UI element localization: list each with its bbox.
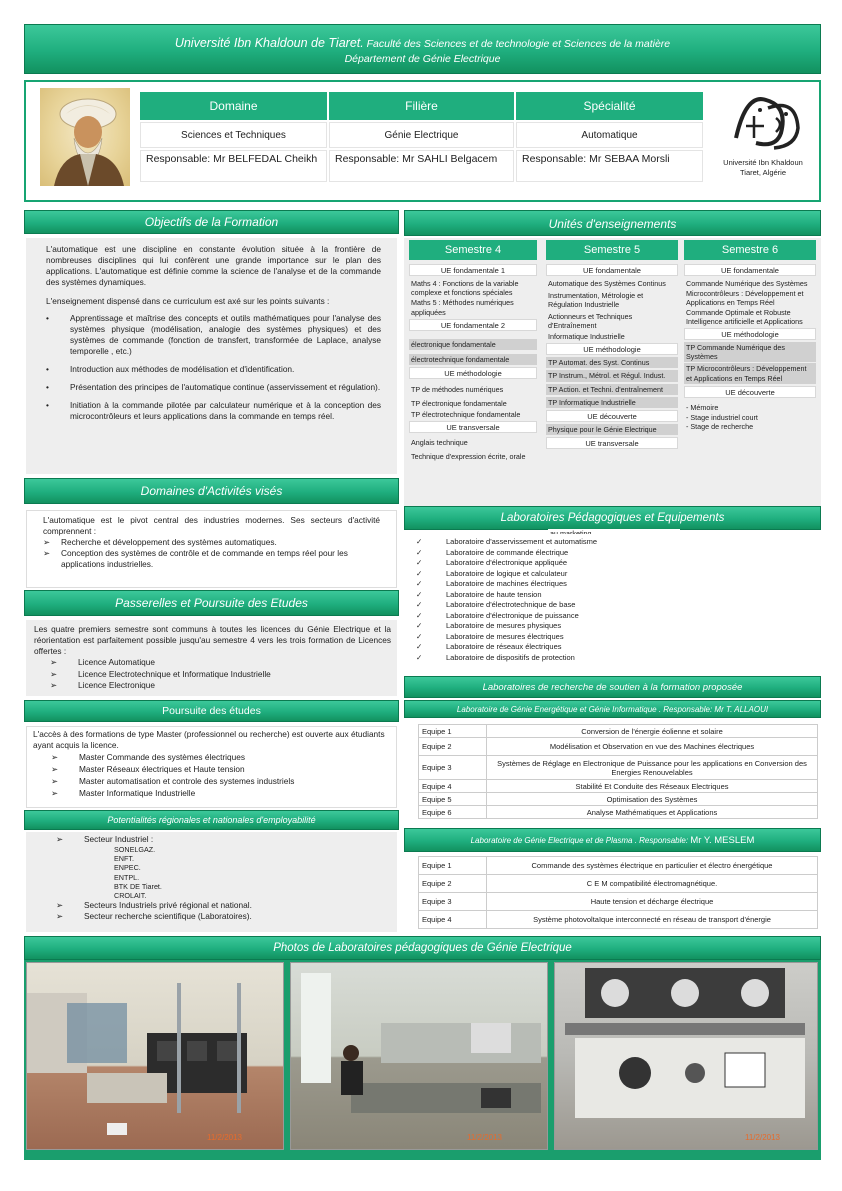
labo-item: ✓ Laboratoire de logique et calculateur bbox=[416, 568, 568, 578]
header-filiere: Filière bbox=[329, 92, 514, 120]
check-icon: ✓ bbox=[416, 652, 423, 662]
course: Physique pour le Génie Electrique bbox=[546, 424, 678, 435]
check-icon: ✓ bbox=[416, 558, 423, 567]
university-logo bbox=[726, 88, 806, 154]
passerelles-intro: Les quatre premiers semestre sont communs à toutes les licences du Génie Electrique et la réorientation est parfaitement possible jusqu'au semestre 4 vers les trois formation de Licences offertes : bbox=[34, 624, 391, 656]
course: Technique d'expression écrite, orale bbox=[411, 452, 526, 462]
ue-label: UE transversale bbox=[409, 421, 537, 433]
lab-photo-1 bbox=[26, 962, 284, 1150]
lab2-name: Laboratoire de Génie Electrique et de Plasma . Responsable: bbox=[470, 836, 689, 845]
ue-label: UE fondamentale 1 bbox=[409, 264, 537, 276]
entreprise-item: ENFT. bbox=[114, 854, 134, 864]
check-icon: ✓ bbox=[416, 621, 423, 630]
info-table bbox=[140, 92, 705, 182]
course: Anglais technique bbox=[411, 437, 468, 447]
semestre-4 bbox=[409, 240, 537, 506]
course: électrotechnique fondamentale bbox=[409, 354, 537, 365]
logo-caption: Université Ibn Khaldoun Tiaret, Algérie bbox=[723, 158, 803, 177]
course: Maths 5 : Méthodes numériques appliquées bbox=[411, 298, 514, 317]
passerelles-title: Passerelles et Poursuite des Etudes bbox=[24, 590, 399, 616]
responsable-specialite: Responsable: Mr SEBAA Morsli bbox=[516, 150, 703, 182]
poursuite-panel bbox=[26, 726, 397, 808]
lab-photo-3 bbox=[554, 962, 818, 1150]
course: TP électronique fondamentale bbox=[411, 399, 507, 409]
header-domaine: Domaine bbox=[140, 92, 327, 120]
value-filiere: Génie Electrique bbox=[329, 122, 514, 148]
semestre-6 bbox=[684, 240, 816, 506]
table-row: Equipe 2 C E M compatibilité électromagnétique. bbox=[419, 875, 818, 893]
potentialites-panel bbox=[26, 832, 397, 932]
entreprise-item: BTK DE Tiaret. bbox=[114, 881, 162, 891]
objectif-item: • Initiation à la commande pilotée par calculateur numérique et à la conception des microcontrôleurs et leurs applications dans la commande en temps réel. bbox=[46, 400, 381, 421]
check-icon: ✓ bbox=[416, 579, 423, 588]
course: TP Informatique Industrielle bbox=[546, 397, 678, 408]
ue-label: UE découverte bbox=[684, 386, 816, 398]
ue-label: UE méthodologie bbox=[684, 328, 816, 340]
course: TP Action. et Techni. d'entraînement bbox=[546, 384, 678, 395]
course: Automatique des Systèmes Continus bbox=[548, 279, 666, 288]
ibn-khaldoun-portrait bbox=[40, 88, 130, 186]
objectif-item: • Présentation des principes de l'automatique continue (asservissement et régulation). bbox=[46, 382, 381, 392]
semestre-5 bbox=[546, 240, 678, 506]
course: TP Microcontrôleurs : Développement et Applications en Temps Réel bbox=[684, 363, 816, 383]
labo-item: ✓ Laboratoire de commande électrique bbox=[416, 547, 569, 557]
photo-date: 11/2/2013 bbox=[467, 1133, 502, 1142]
entreprise-item: SONELGAZ. bbox=[114, 845, 156, 854]
poursuite-intro: L'accès à des formations de type Master (professionnel ou recherche) est ouverte aux étudiants ayant acquis la licence. bbox=[33, 729, 385, 750]
semestre-6-title: Semestre 6 bbox=[684, 240, 816, 260]
poursuite-item: ➢ Master Informatique Industrielle bbox=[51, 788, 196, 798]
lab2-equipes bbox=[418, 856, 818, 929]
labo-item: ✓ Laboratoire de réseaux électriques bbox=[416, 642, 562, 651]
check-icon: ✓ bbox=[416, 610, 423, 620]
lab2-responsable: Mr Y. MESLEM bbox=[690, 835, 755, 846]
course: - Stage de recherche bbox=[686, 422, 754, 432]
unites-title: Unités d'enseignements bbox=[404, 210, 821, 236]
table-row: Equipe 3 Haute tension et décharge électrique bbox=[419, 893, 818, 911]
check-icon: ✓ bbox=[416, 547, 423, 557]
ue-label: UE fondamentale bbox=[546, 264, 678, 276]
responsable-domaine: Responsable: Mr BELFEDAL Cheikh bbox=[140, 150, 327, 182]
table-row: Equipe 2 Modélisation et Observation en vue des Machines électriques bbox=[419, 738, 818, 756]
labo-item: ✓ Laboratoire de dispositifs de protection bbox=[416, 652, 575, 662]
check-icon: ✓ bbox=[416, 568, 423, 578]
entreprise-item: CROLAIT. bbox=[114, 891, 147, 901]
labo-item: ✓ Laboratoire d'électrotechnique de base bbox=[416, 600, 576, 609]
check-icon: ✓ bbox=[416, 589, 423, 599]
labos-recherche-title: Laboratoires de recherche de soutien à la formation proposée bbox=[404, 676, 821, 698]
department-name: Département de Génie Electrique bbox=[344, 53, 501, 65]
passerelles-item: ➢ Licence Automatique bbox=[50, 657, 156, 667]
labos-peda-title: Laboratoires Pédagogiques et Equipements bbox=[404, 506, 821, 530]
labo-item: ✓ Laboratoire de mesures physiques bbox=[416, 621, 562, 630]
check-icon: ✓ bbox=[416, 631, 423, 641]
course: Intelligence artificielle et Applications bbox=[686, 316, 803, 326]
course: - Stage industriel court bbox=[686, 413, 758, 423]
course: TP électrotechnique fondamentale bbox=[411, 409, 521, 419]
labo-item: ✓ Laboratoire de haute tension bbox=[416, 589, 542, 599]
poursuite-item: ➢ Master Réseaux électriques et Haute tension bbox=[51, 764, 245, 774]
lab1-title: Laboratoire de Génie Energétique et Génie Informatique . Responsable: Mr T. ALLAOUI bbox=[404, 700, 821, 718]
ue-label: UE méthodologie bbox=[546, 343, 678, 355]
lab2-title bbox=[404, 828, 821, 852]
course: - Mémoire bbox=[686, 402, 719, 412]
course: TP Instrum., Métrol. et Régul. Indust. bbox=[546, 370, 678, 381]
photo-date: 11/2/2013 bbox=[745, 1133, 780, 1142]
value-domaine: Sciences et Techniques bbox=[140, 122, 327, 148]
course: Instrumentation, Métrologie et Régulation Industrielle bbox=[548, 291, 644, 310]
course: Actionneurs et Techniques d'Entraînement bbox=[548, 311, 633, 330]
university-name: Université Ibn Khaldoun de Tiaret. bbox=[174, 36, 364, 50]
passerelles-panel bbox=[26, 620, 397, 696]
passerelles-item: ➢ Licence Electronique bbox=[50, 680, 156, 690]
semestre-4-title: Semestre 4 bbox=[409, 240, 537, 260]
labo-item: ✓ Laboratoire d'électronique de puissance bbox=[416, 610, 579, 620]
labo-item: ✓ Laboratoire de mesures électriques bbox=[416, 631, 564, 641]
potentialites-secteur: ➢ Secteur Industriel : bbox=[56, 834, 154, 844]
faculty-name: Faculté des Sciences et de technologie et Sciences de la matière bbox=[363, 38, 671, 50]
ue-label: UE fondamentale bbox=[684, 264, 816, 276]
domaines-panel bbox=[26, 510, 397, 588]
labo-item: ✓ Laboratoire de machines électriques bbox=[416, 579, 567, 588]
course: Maths 4 : Fonctions de la variable complexe et fonctions spéciales bbox=[411, 279, 519, 298]
table-row: Equipe 4 Stabilité Et Conduite des Réseaux Electriques bbox=[419, 780, 818, 793]
course: Microcontrôleurs : Développement et Applications en Temps Réel bbox=[686, 289, 804, 308]
labos-peda-panel bbox=[404, 534, 821, 672]
course: électronique fondamentale bbox=[409, 339, 537, 350]
photos-title: Photos de Laboratoires pédagogiques de Génie Electrique bbox=[24, 936, 821, 960]
objectifs-intro: L'automatique est une discipline en constante évolution située à la frontière de nombreuses disciplines qui lui confèrent une grande importance sur le plan des applications. L'automatique est définie comme la science de l'analyse et de la commande des systèmes dynamiques. bbox=[46, 244, 381, 287]
poursuite-title: Poursuite des études bbox=[24, 700, 399, 722]
potentialites-item: ➢ Secteurs Industriels privé régional et national. bbox=[56, 900, 252, 911]
table-row: Equipe 1 Commande des systèmes électrique en particulier et électro énergétique bbox=[419, 857, 818, 875]
responsable-filiere: Responsable: Mr SAHLI Belgacem bbox=[329, 150, 514, 182]
potentialites-item: ➢ Secteur recherche scientifique (Laboratoires). bbox=[56, 911, 252, 922]
check-icon: ✓ bbox=[416, 537, 423, 546]
table-row: Equipe 4 Système photovoltaïque interconnecté en réseau de transport d'énergie bbox=[419, 911, 818, 929]
poursuite-item: ➢ Master automatisation et controle des systemes industriels bbox=[51, 776, 295, 786]
check-icon: ✓ bbox=[416, 642, 423, 651]
objectifs-title: Objectifs de la Formation bbox=[24, 210, 399, 234]
semestre-5-title: Semestre 5 bbox=[546, 240, 678, 260]
entreprise-item: ENTPL. bbox=[114, 872, 140, 882]
objectifs-panel bbox=[26, 238, 397, 474]
ue-label: UE fondamentale 2 bbox=[409, 319, 537, 331]
photo-date: 11/2/2013 bbox=[207, 1133, 242, 1142]
table-row: Equipe 3 Systèmes de Réglage en Electronique de Puissance pour les applications en Conversion des Energies Renouvelables bbox=[419, 756, 818, 780]
passerelles-item: ➢ Licence Electrotechnique et Informatique Industrielle bbox=[50, 668, 271, 679]
header-banner bbox=[24, 24, 821, 74]
domaines-item: ➢ Recherche et développement des systèmes automatiques. bbox=[43, 537, 277, 547]
objectif-item: • Introduction aux méthodes de modélisation et d'identification. bbox=[46, 364, 295, 374]
check-icon: ✓ bbox=[416, 600, 423, 609]
ue-label: UE découverte bbox=[546, 410, 678, 422]
table-row: Equipe 1 Conversion de l'énergie éolienne et solaire bbox=[419, 725, 818, 738]
course: TP Commande Numérique des Systèmes bbox=[684, 342, 816, 362]
domaines-intro: L'automatique est le pivot central des industries modernes. Ses secteurs d'activité comprennent : bbox=[43, 515, 380, 536]
ue-label: UE transversale bbox=[546, 437, 678, 449]
domaines-title: Domaines d'Activités visés bbox=[24, 478, 399, 504]
course: Commande Optimale et Robuste bbox=[686, 307, 791, 317]
objectif-item: • Apprentissage et maîtrise des concepts et outils mathématiques pour l'analyse des systèmes physique (modélisation, analogie des systèmes physiques) et des systèmes de commande (fonction de transfert, transformée de Laplace, analyse temporelle , etc.) bbox=[46, 313, 381, 356]
domaines-item: ➢ Conception des systèmes de contrôle et de commande en temps réel pour les applications industrielles. bbox=[43, 548, 348, 569]
poursuite-item: ➢ Master Commande des systèmes électriques bbox=[51, 752, 246, 762]
table-row: Equipe 5 Optimisation des Systèmes bbox=[419, 793, 818, 806]
ue-label: UE méthodologie bbox=[409, 367, 537, 379]
course: Commande Numérique des Systèmes bbox=[686, 279, 808, 288]
course: TP de méthodes numériques bbox=[411, 385, 504, 395]
entreprise-item: ENPEC. bbox=[114, 863, 141, 873]
lab-photo-2 bbox=[290, 962, 548, 1150]
labo-item: ✓ Laboratoire d'asservissement et automatisme bbox=[416, 537, 598, 546]
potentialites-title: Potentialités régionales et nationales d'employabilité bbox=[24, 810, 399, 830]
table-row: Equipe 6 Analyse Mathématiques et Applications bbox=[419, 806, 818, 819]
header-specialite: Spécialité bbox=[516, 92, 703, 120]
course: Informatique Industrielle bbox=[548, 332, 625, 342]
value-specialite: Automatique bbox=[516, 122, 703, 148]
lab1-equipes bbox=[418, 724, 818, 819]
course: TP Automat. des Syst. Continus bbox=[546, 357, 678, 368]
objectifs-points-intro: L'enseignement dispensé dans ce curriculum est axé sur les points suivants : bbox=[46, 296, 330, 306]
labo-item: ✓ Laboratoire d'électronique appliquée bbox=[416, 558, 568, 567]
